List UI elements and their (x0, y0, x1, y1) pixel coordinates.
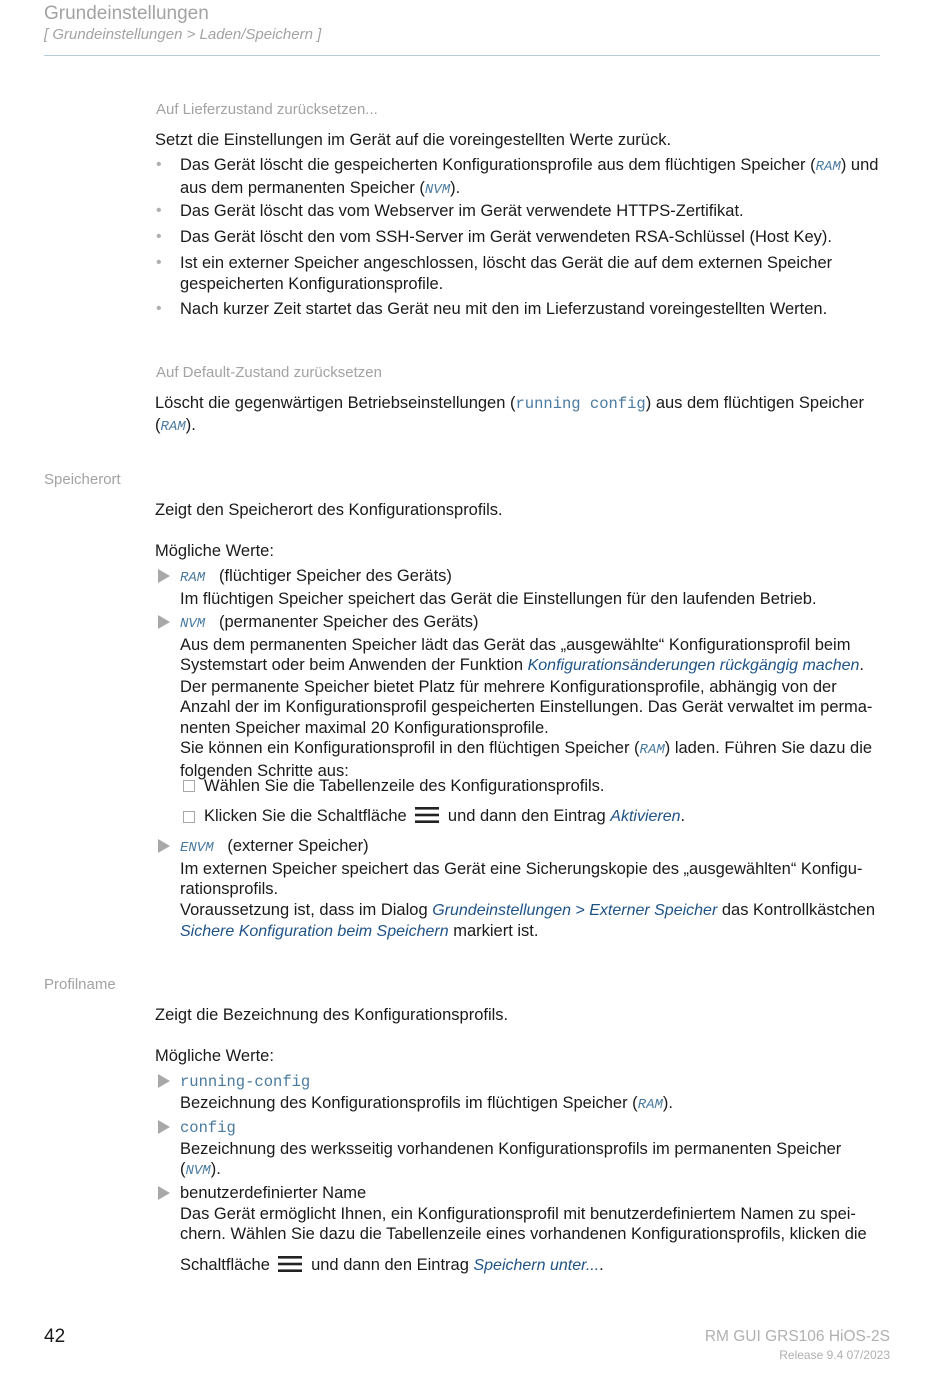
text-fragment: ). (210, 1160, 221, 1178)
page-number: 42 (44, 1326, 66, 1347)
link-secure-config-on-save[interactable]: Sichere Konfiguration beim Speichern (180, 923, 449, 940)
storage-envm-item (180, 836, 892, 943)
text-fragment: Das Gerät löscht die gespeicherten Konfigurationsprofile aus dem flüchtigen Speicher ( (180, 156, 816, 174)
text-fragment: Systemstart oder beim Anwenden der Funktion (180, 656, 528, 674)
text-fragment: gespeicherten Konfigurationsprofile. (180, 274, 444, 293)
storage-ram-item (180, 566, 892, 609)
storage-step-2 (204, 806, 894, 828)
bullet-dot: • (156, 228, 162, 245)
text-fragment: . (859, 656, 864, 674)
text-fragment: und dann den Eintrag (311, 1256, 474, 1274)
code-nvm: NVM (185, 1163, 211, 1179)
default-reset-desc (155, 393, 895, 437)
text-fragment: ). (450, 178, 461, 197)
breadcrumb: [ Grundeinstellungen > Laden/Speichern ] (44, 26, 322, 43)
section-label-storage: Speicherort (44, 471, 121, 488)
storage-possible-values: Mögliche Werte: (155, 542, 274, 560)
storage-nvm-item (180, 612, 892, 781)
link-save-as[interactable]: Speichern unter... (473, 1257, 600, 1274)
text-fragment: ). (662, 1093, 673, 1112)
text-fragment: (externer Speicher) (227, 837, 369, 855)
triangle-right-icon (158, 839, 170, 853)
link-undo-config-changes[interactable]: Konfigurationsänderungen rückgängig machen (527, 657, 860, 674)
code-ram: RAM (160, 418, 186, 435)
bullet-dot: • (156, 300, 162, 317)
text-fragment: Sie können ein Konfigurationsprofil in den flüchtigen Speicher ( (180, 739, 640, 757)
code-envm: ENVM (180, 840, 214, 856)
triangle-right-icon (158, 1120, 170, 1134)
factory-reset-heading: Auf Lieferzustand zurücksetzen... (156, 101, 378, 118)
storage-desc: Zeigt den Speicherort des Konfigurationsprofils. (155, 501, 503, 519)
text-fragment: . (680, 807, 686, 825)
text-fragment: ( (155, 415, 161, 434)
text-fragment: das Kontrollkästchen (717, 900, 876, 919)
link-external-storage[interactable]: Grundeinstellungen > Externer Speicher (432, 901, 718, 919)
bullet-dot: • (156, 202, 162, 219)
text-fragment: benutzerdefinierter Name (180, 1184, 367, 1202)
factory-reset-intro: Setzt die Einstellungen im Gerät auf die voreingestellten Werte zurück. (155, 131, 672, 149)
text-fragment: aus dem permanenten Speicher ( (180, 178, 425, 197)
code-ram: RAM (180, 570, 206, 586)
text-fragment: chern. Wählen Sie dazu die Tabellenzeile eines vorhandenen Konfigurationsprofils, klicken die (180, 1225, 867, 1243)
text-fragment: (flüchtiger Speicher des Geräts) (218, 567, 452, 585)
text-fragment: Bezeichnung des Konfigurationsprofils im flüchtigen Speicher ( (180, 1093, 638, 1112)
code-nvm: NVM (424, 181, 451, 198)
link-activate[interactable]: Aktivieren (610, 808, 681, 825)
text-fragment: Der permanente Speicher bietet Platz für mehrere Konfigurationsprofile, abhängig von der (180, 677, 837, 696)
text-fragment: Anzahl der im Konfigurationsprofil gespeicherten Einstellungen. Das Gerät verwaltet im perma- (180, 698, 873, 716)
text-fragment: nenten Speicher maximal 20 Konfigurationsprofile. (180, 718, 549, 737)
factory-reset-bullet-5: Nach kurzer Zeit startet das Gerät neu mit den im Lieferzustand voreingestellten Werten. (180, 300, 828, 318)
profile-possible-values: Mögliche Werte: (155, 1047, 274, 1065)
checkbox-square-icon (183, 811, 195, 823)
hamburger-menu-icon (278, 1255, 302, 1273)
text-fragment: ) laden. Führen Sie dazu die (664, 739, 873, 757)
text-fragment: rationsprofils. (180, 880, 279, 898)
triangle-right-icon (158, 1186, 170, 1200)
bullet-dot: • (156, 156, 162, 173)
text-fragment: ). (185, 415, 196, 434)
code-ram: RAM (637, 1096, 663, 1113)
code-ram: RAM (815, 159, 841, 175)
text-fragment: ) aus dem flüchtigen Speicher (645, 394, 865, 412)
header-divider (44, 55, 880, 56)
code-running-config: running-config (180, 1073, 311, 1091)
factory-reset-bullet-3: Das Gerät löscht den vom SSH-Server im Gerät verwendeten RSA-Schlüssel (Host Key). (180, 228, 832, 246)
text-fragment: und dann den Eintrag (447, 807, 611, 825)
triangle-right-icon (158, 1074, 170, 1088)
footer-release: Release 9.4 07/2023 (779, 1348, 890, 1362)
text-fragment: ( (180, 1160, 186, 1178)
text-fragment: Bezeichnung des werksseitig vorhandenen Konfigurationsprofils im permanenten Speicher (180, 1139, 842, 1158)
hamburger-menu-icon (415, 806, 439, 824)
section-label-profile-name: Profilname (44, 976, 116, 993)
text-fragment: Das Gerät ermöglicht Ihnen, ein Konfigurationsprofil mit benutzerdefiniertem Namen zu spei- (180, 1204, 856, 1223)
text-fragment: Im externen Speicher speichert das Gerät eine Sicherungskopie des „ausgewählten“ Konfigu- (180, 859, 863, 878)
text-fragment: Im flüchtigen Speicher speichert das Gerät die Einstellungen für den laufenden Betrieb. (180, 589, 817, 608)
text-fragment: Klicken Sie die Schaltfläche (204, 807, 407, 825)
code-nvm: NVM (180, 616, 206, 632)
profile-user-defined-line3 (180, 1255, 892, 1277)
footer-product: RM GUI GRS106 HiOS-2S (704, 1328, 890, 1345)
profile-user-defined-item (180, 1183, 892, 1245)
code-ram: RAM (639, 742, 665, 758)
storage-step-1: Wählen Sie die Tabellenzeile des Konfigurationsprofils. (204, 777, 605, 795)
text-fragment: ) und (840, 156, 879, 174)
factory-reset-bullet-2: Das Gerät löscht das vom Webserver im Gerät verwendete HTTPS-Zertifikat. (180, 202, 744, 220)
text-fragment: . (599, 1256, 604, 1274)
default-reset-heading: Auf Default-Zustand zurücksetzen (156, 364, 382, 381)
text-fragment: markiert ist. (448, 922, 539, 940)
profile-running-config-item (180, 1071, 892, 1115)
code-running-config: running config (515, 395, 646, 413)
text-fragment: Schaltfläche (180, 1256, 270, 1274)
text-fragment: Voraussetzung ist, dass im Dialog (180, 900, 433, 919)
code-config: config (180, 1119, 236, 1137)
text-fragment: (permanenter Speicher des Geräts) (218, 613, 479, 631)
triangle-right-icon (158, 615, 170, 629)
factory-reset-bullet-4 (180, 253, 892, 294)
factory-reset-bullet-1 (180, 155, 892, 200)
text-fragment: folgenden Schritte aus: (180, 761, 349, 780)
text-fragment: Aus dem permanenten Speicher lädt das Gerät das „ausgewählte“ Konfigurationsprofil beim (180, 635, 851, 654)
checkbox-square-icon (183, 780, 195, 792)
profile-desc: Zeigt die Bezeichnung des Konfigurationsprofils. (155, 1006, 509, 1024)
triangle-right-icon (158, 569, 170, 583)
page-header-title: Grundeinstellungen (44, 3, 209, 24)
text-fragment: Löscht die gegenwärtigen Betriebseinstellungen ( (155, 394, 516, 412)
bullet-dot: • (156, 254, 162, 271)
text-fragment: Ist ein externer Speicher angeschlossen, löscht das Gerät die auf dem externen Speicher (180, 254, 833, 272)
profile-config-item (180, 1117, 892, 1182)
